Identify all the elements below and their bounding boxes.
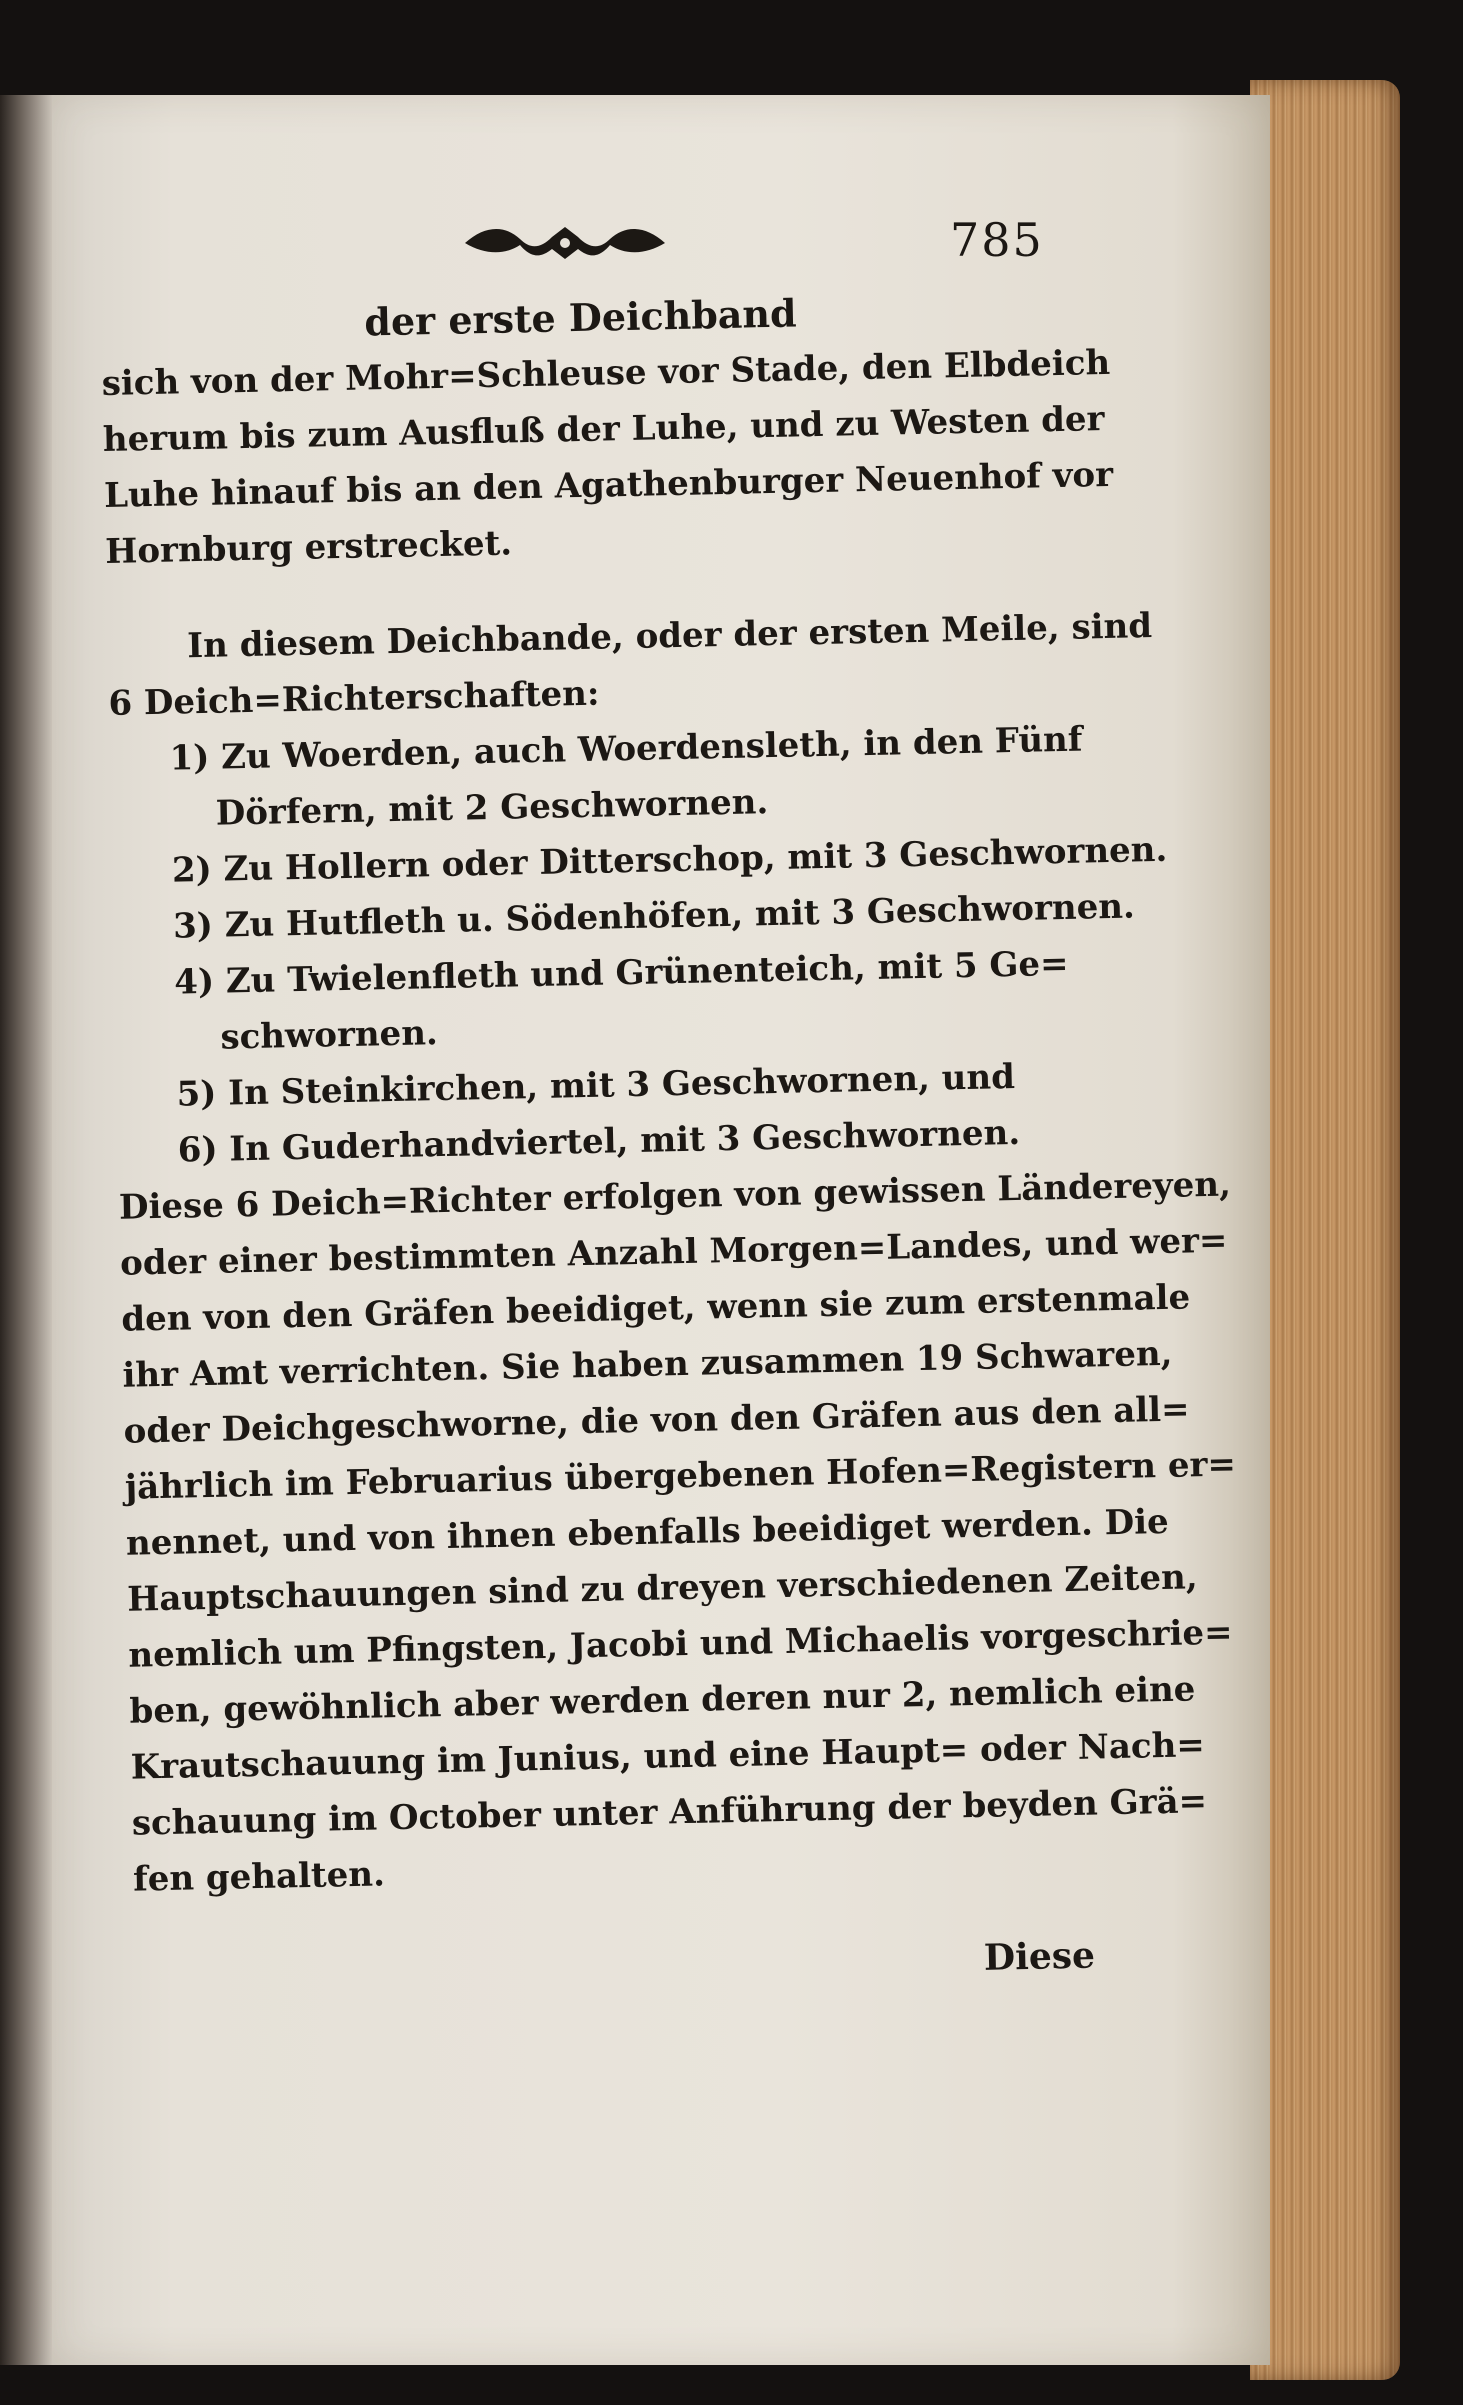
list-item: 2) Zu Hollern oder Ditterschop, mit 3 Geschwornen. bbox=[171, 829, 1168, 891]
text-line: Hornburg erstrecket. bbox=[104, 523, 513, 572]
text-line: Luhe hinauf bis an den Agathenburger Neuenhof vor bbox=[103, 454, 1114, 516]
text-line: nennet, und von ihnen ebenfalls beeidiget werden. Die bbox=[125, 1501, 1170, 1564]
text-line: In diesem Deichbande, oder der ersten Meile, sind bbox=[186, 606, 1153, 667]
text-line: 6 Deich=Richterschaften: bbox=[108, 673, 600, 724]
list-item: 4) Zu Twielenfleth und Grünenteich, mit 5 Ge= bbox=[173, 943, 1069, 1003]
list-item: 6) In Guderhandviertel, mit 3 Geschwornen. bbox=[177, 1112, 1021, 1171]
page-header bbox=[460, 205, 1050, 285]
page-number: 785 bbox=[950, 213, 1044, 267]
list-item-continuation: schwornen. bbox=[220, 1013, 439, 1058]
text-line: nemlich um Pfingsten, Jacobi und Michaelis vorgeschrie= bbox=[127, 1612, 1233, 1676]
text-line: ihr Amt verrichten. Sie haben zusammen 19 Schwaren, bbox=[122, 1333, 1173, 1396]
text-line: Krautschauung im Junius, und eine Haupt= oder Nach= bbox=[130, 1725, 1206, 1788]
text-line: oder einer bestimmten Anzahl Morgen=Landes, und wer= bbox=[119, 1220, 1228, 1284]
text-line: jährlich im Februarius übergebenen Hofen=Registern er= bbox=[124, 1444, 1237, 1508]
text-line: Hauptschauungen sind zu dreyen verschiedenen Zeiten, bbox=[126, 1557, 1198, 1620]
text-line: herum bis zum Ausfluß der Luhe, und zu Westen der bbox=[102, 398, 1105, 460]
text-line: ben, gewöhnlich aber werden deren nur 2, nemlich eine bbox=[129, 1669, 1196, 1732]
page-edge bbox=[1250, 80, 1400, 2380]
text-line: schauung im October unter Anführung der beyden Grä= bbox=[131, 1781, 1208, 1844]
text-line: sich von der Mohr=Schleuse vor Stade, den Elbdeich bbox=[101, 342, 1111, 404]
book-spine bbox=[0, 95, 52, 2365]
text-line: oder Deichgeschworne, die von den Gräfen aus den all= bbox=[123, 1389, 1190, 1452]
ornament-icon bbox=[460, 215, 670, 265]
text-line: fen gehalten. bbox=[132, 1854, 386, 1900]
list-item: 5) In Steinkirchen, mit 3 Geschwornen, und bbox=[176, 1057, 1016, 1115]
text-line: den von den Gräfen beeidiget, wenn sie zum erstenmale bbox=[120, 1277, 1191, 1340]
section-heading: der erste Deichband bbox=[363, 290, 798, 345]
text-body bbox=[100, 280, 1237, 2004]
catchword: Diese bbox=[983, 1934, 1096, 1979]
list-item-continuation: Dörfern, mit 2 Geschwornen. bbox=[215, 782, 769, 834]
list-item: 1) Zu Woerden, auch Woerdensleth, in den Fünf bbox=[169, 719, 1083, 779]
list-item: 3) Zu Hutfleth u. Södenhöfen, mit 3 Geschwornen. bbox=[172, 886, 1136, 947]
text-line: Diese 6 Deich=Richter erfolgen von gewissen Ländereyen, bbox=[118, 1164, 1232, 1228]
